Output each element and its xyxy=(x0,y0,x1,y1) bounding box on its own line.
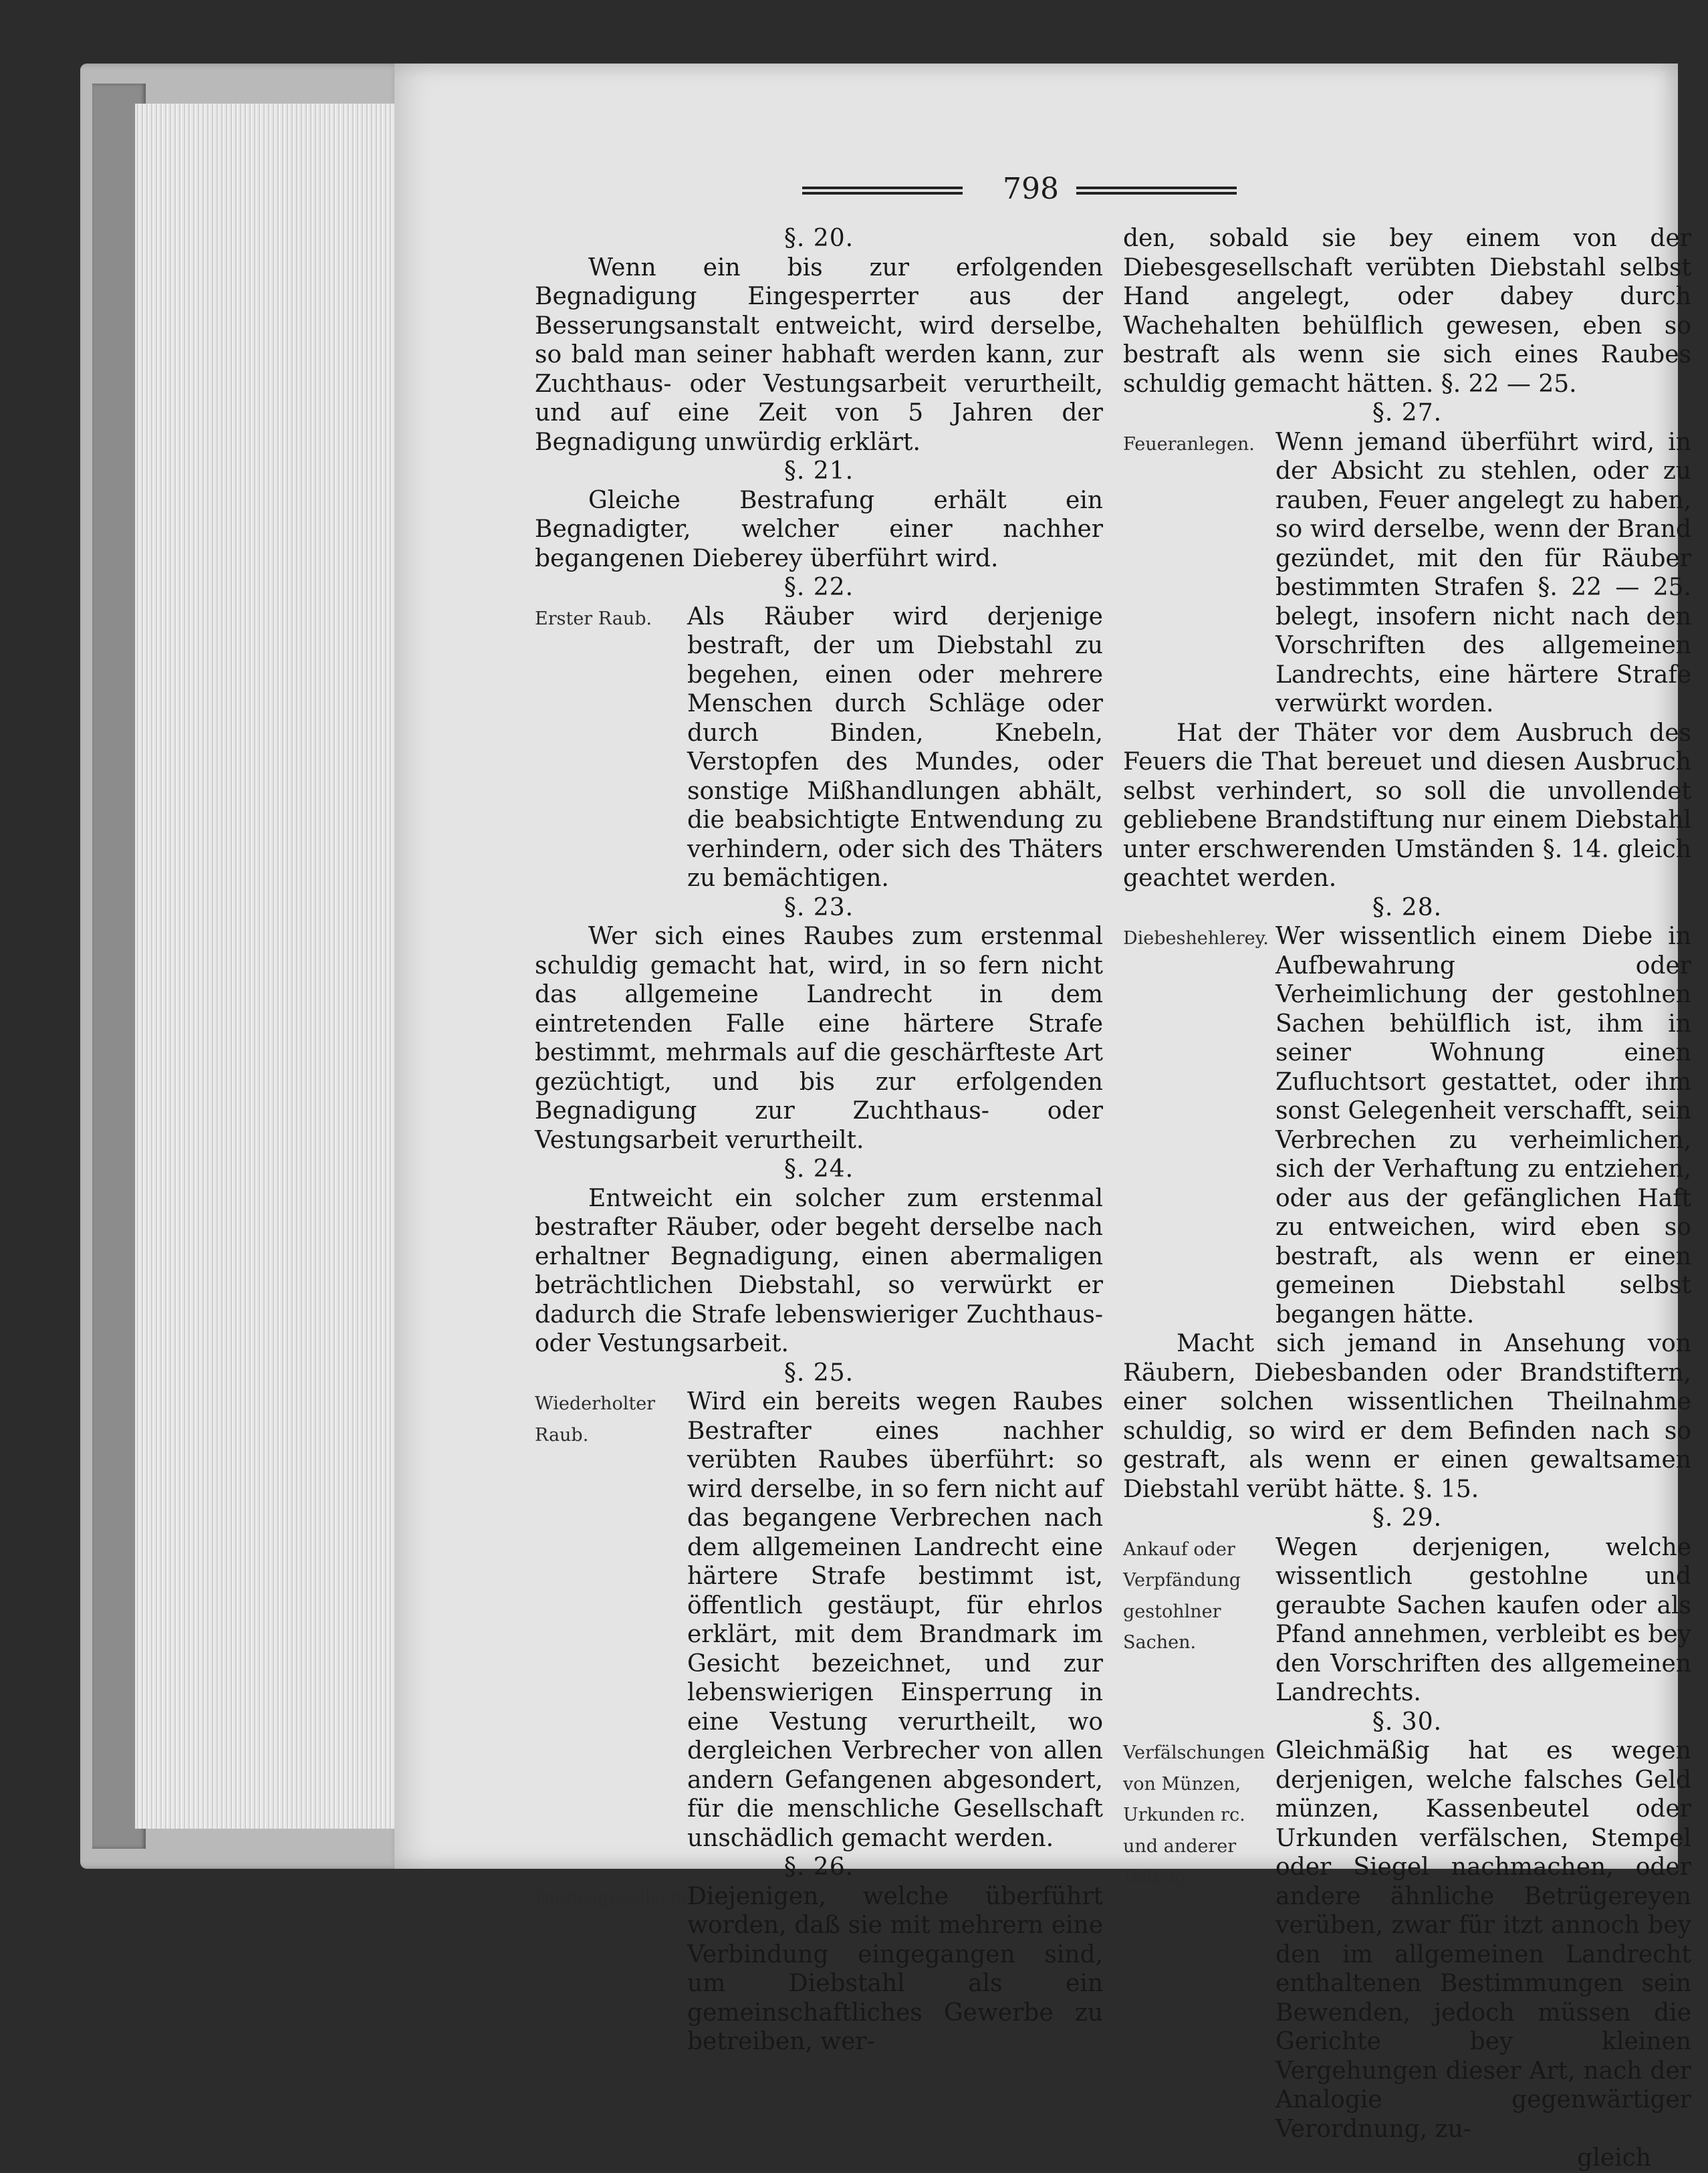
margin-note-block xyxy=(1123,922,1269,1329)
page-stack xyxy=(135,104,404,1829)
paragraph: Wegen derjenigen, welche wissentlich gestohlne und geraubte Sachen kaufen oder als Pfand annehmen, verbleibt es bey den Vorschriften des allgemeinen Landrechts. xyxy=(1275,1533,1691,1706)
paragraph: Wird ein bereits wegen Raubes Bestrafter eines nachher verübten Raubes überführt: so wird derselbe, in so fern nicht auf das begangene Verbrechen nach dem allgemeinen Landrecht eine härtere Strafe bestimmt ist, öffentlich gestäupt, für ehrlos erklärt, mit dem Brandmark im Gesicht bezeichnet, und zur lebenswierigen Einsperrung in eine Vestung verurtheilt, wo dergleichen Verbrecher von allen andern Gefangenen abgesondert, für die menschliche Gesellschaft unschädlich gemacht werden. xyxy=(687,1388,1103,1852)
paragraph: Als Räuber wird derjenige bestraft, der um Diebstahl zu begehen, einen oder mehrere Menschen durch Schläge oder durch Binden, Knebeln, Verstopfen des Mundes, oder sonstige Mißhandlungen abhält, die beabsichtigte Entwendung zu verhindern, oder sich des Thäters zu bemächtigen. xyxy=(687,602,1103,892)
paragraph: Hat der Thäter vor dem Ausbruch des Feuers die That bereuet und diesen Ausbruch selbst verhindert, so soll die unvollendet gebliebene Brandstiftung nur einem Diebstahl unter erschwerenden Umständen §. 14. gleich geachtet werden. xyxy=(1123,719,1691,892)
page-header xyxy=(802,172,1270,206)
book xyxy=(80,64,1691,2172)
right-column xyxy=(1123,224,1691,2173)
paragraph-with-margin-note xyxy=(535,1882,1103,2057)
paragraph: Gleichmäßig hat es wegen derjenigen, welche falsches Geld münzen, Kassenbeutel oder Urkunden verfälschen, Stempel oder Siegel nachmachen, oder andere ähnliche Betrügereyen verüben, zwar für itzt annoch bey den im allgemeinen Landrecht enthaltenen Bestimmungen sein Bewenden, jedoch müssen die Gerichte bey kleinen Vergehungen dieser Art, nach der Analogie gegenwärtiger Verordnung, zu- xyxy=(1275,1737,1691,2143)
left-column xyxy=(535,224,1103,2057)
paragraph: Wer wissentlich einem Diebe in Aufbewahrung oder Verheimlichung der gestohlnen Sachen behülflich ist, ihm in seiner Wohnung einen Zufluchtsort gestattet, oder ihm sonst Gelegenheit verschafft, sein Verbrechen zu verheimlichen, sich der Verhaftung zu entziehen, oder aus der gefänglichen Haft zu entweichen, wird eben so bestraft, als wenn er einen gemeinen Diebstahl selbst begangen hätte. xyxy=(1275,923,1691,1329)
paragraph: Macht sich jemand in Ansehung von Räubern, Diebesbanden oder Brandstiftern, einer solchen wissentlichen Theilnahme schuldig, so wird er dem Befinden nach so gestraft, als wenn er einen gewaltsamen Diebstahl verübt hätte. §. 15. xyxy=(1123,1330,1691,1503)
margin-note: Diebeshehlerey. xyxy=(1123,928,1269,949)
margin-note: Feueranlegen. xyxy=(1123,433,1255,455)
section-heading: §. 23. xyxy=(783,893,854,921)
book-page xyxy=(394,64,1691,2172)
margin-note: Verfälschungen von Münzen, Urkunden rc. und anderer Betrug. xyxy=(1123,1742,1265,1888)
section-heading: §. 25. xyxy=(783,1359,854,1387)
paragraph: den, sobald sie bey einem von der Diebesgesellschaft verübten Diebstahl selbst Hand angelegt, oder dabey durch Wachehalten behülflich gewesen, eben so bestraft als wenn sie sich eines Raubes schuldig gemacht hätten. §. 22 — 25. xyxy=(1123,225,1691,398)
paragraph: Entweicht ein solcher zum erstenmal bestrafter Räuber, oder begeht derselbe nach erhaltner Begnadigung, einen abermaligen beträchtlichen Diebstahl, so verwürkt er dadurch die Strafe lebenswieriger Zuchthaus- oder Vestungsarbeit. xyxy=(535,1184,1103,1357)
paragraph-with-margin-note xyxy=(1123,1736,1691,2144)
margin-note-block xyxy=(535,1387,668,1853)
margin-note: Diebesgesellschaften. xyxy=(535,1888,735,1909)
margin-note: Wiederholter Raub. xyxy=(535,1393,656,1446)
paragraph-with-margin-note xyxy=(535,602,1103,893)
section-heading: §. 22. xyxy=(783,574,854,601)
section-heading: §. 26. xyxy=(783,1853,854,1881)
margin-note: Erster Raub. xyxy=(535,608,652,629)
margin-note-block xyxy=(535,602,668,893)
paragraph-with-margin-note xyxy=(1123,922,1691,1329)
header-rule-left xyxy=(802,187,963,195)
page-number: 798 xyxy=(1003,172,1059,206)
section-heading: §. 21. xyxy=(783,457,854,485)
margin-note: Ankauf oder Verpfändung gestohlner Sachen. xyxy=(1123,1538,1241,1653)
section-heading: §. 30. xyxy=(1372,1708,1443,1736)
margin-note-block xyxy=(1123,1736,1265,2144)
section-heading: §. 27. xyxy=(1372,399,1443,427)
header-rule-right xyxy=(1076,187,1237,195)
section-heading: §. 28. xyxy=(1372,893,1443,921)
paragraph: Gleiche Bestrafung erhält ein Begnadigter, welcher einer nachher begangenen Dieberey überführt wird. xyxy=(535,486,1103,572)
paragraph: Wenn ein bis zur erfolgenden Begnadigung Eingesperrter aus der Besserungsanstalt entweicht, wird derselbe, so bald man seiner habhaft werden kann, zur Zuchthaus- oder Vestungsarbeit verurtheilt, und auf eine Zeit von 5 Jahren der Begnadigung unwürdig erklärt. xyxy=(535,253,1103,456)
section-heading: §. 29. xyxy=(1372,1504,1443,1532)
paragraph: Diejenigen, welche überführt worden, daß sie mit mehrern eine Verbindung eingegangen sind, um Diebstahl als ein gemeinschaftliches Gewerbe zu betreiben, wer- xyxy=(687,1882,1103,2055)
paragraph: Wer sich eines Raubes zum erstenmal schuldig gemacht hat, wird, in so fern nicht das allgemeine Landrecht in dem eintretenden Falle eine härtere Strafe bestimmt, mehrmals auf die geschärfteste Art gezüchtigt, und bis zur erfolgenden Begnadigung zur Zuchthaus- oder Vestungsarbeit verurtheilt. xyxy=(535,923,1103,1154)
paragraph-with-margin-note xyxy=(1123,428,1691,719)
margin-note-block xyxy=(1123,1533,1257,1708)
paragraph-with-margin-note xyxy=(535,1387,1103,1853)
margin-note-block xyxy=(1123,428,1257,719)
section-heading: §. 20. xyxy=(783,225,854,252)
catchword: gleich xyxy=(1577,2144,1651,2172)
margin-note-block xyxy=(535,1882,735,2057)
paragraph-with-margin-note xyxy=(1123,1533,1691,1708)
section-heading: §. 24. xyxy=(783,1155,854,1183)
paragraph: Wenn jemand überführt wird, in der Absicht zu stehlen, oder zu rauben, Feuer angelegt zu haben, so wird derselbe, wenn der Brand gezündet, mit den für Räuber bestimmten Strafen §. 22 — 25. belegt, insofern nicht nach den Vorschriften des allgemeinen Landrechts, eine härtere Strafe verwürkt worden. xyxy=(1275,428,1691,717)
